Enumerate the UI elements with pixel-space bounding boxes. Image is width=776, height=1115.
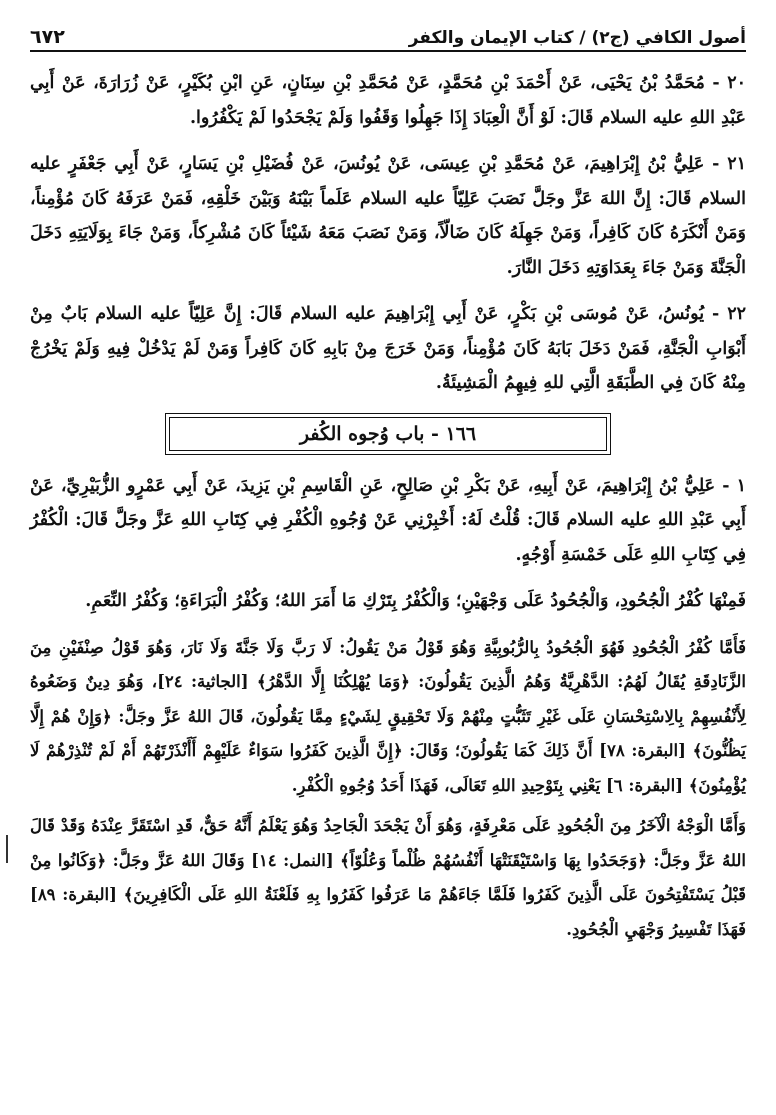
chapter-heading-box [165, 413, 611, 455]
kufr-juhud-paragraph: فَأَمَّا كُفْرُ الْجُحُودِ فَهُوَ الْجُحُودُ بِالرُّبُوبِيَّةِ وَهُوَ قَوْلُ مَنْ يَقُولُ: لَا رَبَّ وَلَا جَنَّةَ وَلَا نَارَ، وَهُوَ قَوْلُ صِنْفَيْنِ مِنَ الزَّنَادِقَةِ يُقَالُ لَهُمُ: الدَّهْرِيَّةُ وَهُمُ الَّذِينَ يَقُولُونَ: ﴿وَمَا يُهْلِكُنَا إِلَّا الدَّهْرُ﴾ [الجاثية: ٢٤]، وَهُوَ دِينٌ وَضَعُوهُ لِأَنْفُسِهِمْ بِالِاسْتِحْسَانِ عَلَى غَيْرِ تَثَبُّتٍ مِنْهُمْ وَلَا تَحْقِيقٍ لِشَيْءٍ مِمَّا يَقُولُونَ، قَالَ اللهُ عَزَّ وجَلَّ: ﴿وَإِنْ هُمْ إِلَّا يَظُنُّونَ﴾ [البقرة: ٧٨] أَنَّ ذَلِكَ كَمَا يَقُولُونَ؛ وَقَالَ: ﴿إِنَّ الَّذِينَ كَفَرُوا سَوَاءٌ عَلَيْهِمْ أَأَنْذَرْتَهُمْ أَمْ لَمْ تُنْذِرْهُمْ لَا يُؤْمِنُونَ﴾ [البقرة: ٦] يَعْنِي بِتَوْحِيدِ اللهِ تَعَالَى، فَهَذَا أَحَدُ وُجُوهِ الْكُفْرِ. [30, 637, 747, 795]
kufr-types-paragraph: فَمِنْهَا كُفْرُ الْجُحُودِ، وَالْجُحُودُ عَلَى وَجْهَيْنِ؛ وَالْكُفْرُ بِتَرْكِ مَا أَمَرَ اللهُ؛ وَكُفْرُ الْبَرَاءَةِ؛ وَكُفْرُ النِّعَمِ. [85, 591, 746, 611]
hadith-1: ١ - عَلِيُّ بْنُ إِبْرَاهِيمَ، عَنْ أَبِيهِ، عَنْ بَكْرِ بْنِ صَالِحٍ، عَنِ الْقَاسِمِ بْنِ يَزِيدَ، عَنْ أَبِي عَمْرٍو الزُّبَيْرِيِّ، عَنْ أَبِي عَبْدِ اللهِ عليه السلام قَالَ: قُلْتُ لَهُ: أَخْبِرْنِي عَنْ وُجُوهِ الْكُفْرِ فِي كِتَابِ اللهِ عَزَّ وجَلَّ قَالَ: الْكُفْرُ فِي كِتَابِ اللهِ عَلَى خَمْسَةِ أَوْجُهٍ. [30, 475, 746, 565]
margin-mark [6, 835, 8, 863]
chapter-title: ١٦٦ - باب وُجوه الكُفر [169, 417, 607, 451]
book-title: أصول الكافي (ج٢) / كتاب الإيمان والكفر [408, 28, 746, 48]
hadith-22: ٢٢ - يُونُسُ، عَنْ مُوسَى بْنِ بَكْرٍ، عَنْ أَبِي إِبْرَاهِيمَ عليه السلام قَالَ: إِنَّ عَلِيّاً عليه السلام بَابٌ مِنْ أَبْوَابِ الْجَنَّةِ، فَمَنْ دَخَلَ بَابَهُ كَانَ مُؤْمِناً، وَمَنْ خَرَجَ مِنْ بَابِهِ كَانَ كَافِراً وَمَنْ لَمْ يَدْخُلْ فِيهِ وَلَمْ يَخْرُجْ مِنْهُ كَانَ فِي الطَّبَقَةِ الَّتِي للهِ فِيهِمُ الْمَشِيئَةُ. [30, 304, 746, 393]
book-page [30, 18, 746, 953]
second-juhud-paragraph: وَأَمَّا الْوَجْهُ الْآخَرُ مِنَ الْجُحُودِ عَلَى مَعْرِفَةٍ، وَهُوَ أَنْ يَجْحَدَ الْجَاحِدُ وَهُوَ يَعْلَمُ أَنَّهُ حَقٌّ، قَدِ اسْتَقَرَّ عِنْدَهُ وَقَدْ قَالَ اللهُ عَزَّ وجَلَّ: ﴿وَجَحَدُوا بِهَا وَاسْتَيْقَنَتْهَا أَنْفُسُهُمْ ظُلْماً وَعُلُوّاً﴾ [النمل: ١٤] وَقَالَ اللهُ عَزَّ وجَلَّ: ﴿وَكَانُوا مِنْ قَبْلُ يَسْتَفْتِحُونَ عَلَى الَّذِينَ كَفَرُوا فَلَمَّا جَاءَهُمْ مَا عَرَفُوا كَفَرُوا بِهِ فَلَعْنَةُ اللهِ عَلَى الْكَافِرِينَ﴾ [البقرة: ٨٩] فَهَذَا تَفْسِيرُ وَجْهَيِ الْجُحُودِ. [30, 816, 746, 939]
page-number: ٦٧٢ [30, 26, 65, 48]
running-header [30, 18, 746, 52]
hadith-21: ٢١ - عَلِيُّ بْنُ إِبْرَاهِيمَ، عَنْ مُحَمَّدِ بْنِ عِيسَى، عَنْ يُونُسَ، عَنْ فُضَيْلِ بْنِ يَسَارٍ، عَنْ أَبِي جَعْفَرٍ عليه السلام قَالَ: إِنَّ اللهَ عَزَّ وجَلَّ نَصَبَ عَلِيّاً عليه السلام عَلَماً بَيْنَهُ وَبَيْنَ خَلْقِهِ، فَمَنْ عَرَفَهُ كَانَ مُؤْمِناً، وَمَنْ أَنْكَرَهُ كَانَ كَافِراً، وَمَنْ جَهِلَهُ كَانَ ضَالّاً، وَمَنْ نَصَبَ مَعَهُ شَيْئاً كَانَ مُشْرِكاً، وَمَنْ جَاءَ بِوَلَايَتِهِ دَخَلَ الْجَنَّةَ وَمَنْ جَاءَ بِعَدَاوَتِهِ دَخَلَ النَّارَ. [30, 154, 746, 278]
hadith-20: ٢٠ - مُحَمَّدُ بْنُ يَحْيَى، عَنْ أَحْمَدَ بْنِ مُحَمَّدٍ، عَنْ مُحَمَّدِ بْنِ سِنَانٍ، عَنِ ابْنِ بُكَيْرٍ، عَنْ زُرَارَةَ، عَنْ أَبِي عَبْدِ اللهِ عليه السلام قَالَ: لَوْ أَنَّ الْعِبَادَ إِذَا جَهِلُوا وَقَفُوا وَلَمْ يَجْحَدُوا لَمْ يَكْفُرُوا. [30, 73, 746, 128]
